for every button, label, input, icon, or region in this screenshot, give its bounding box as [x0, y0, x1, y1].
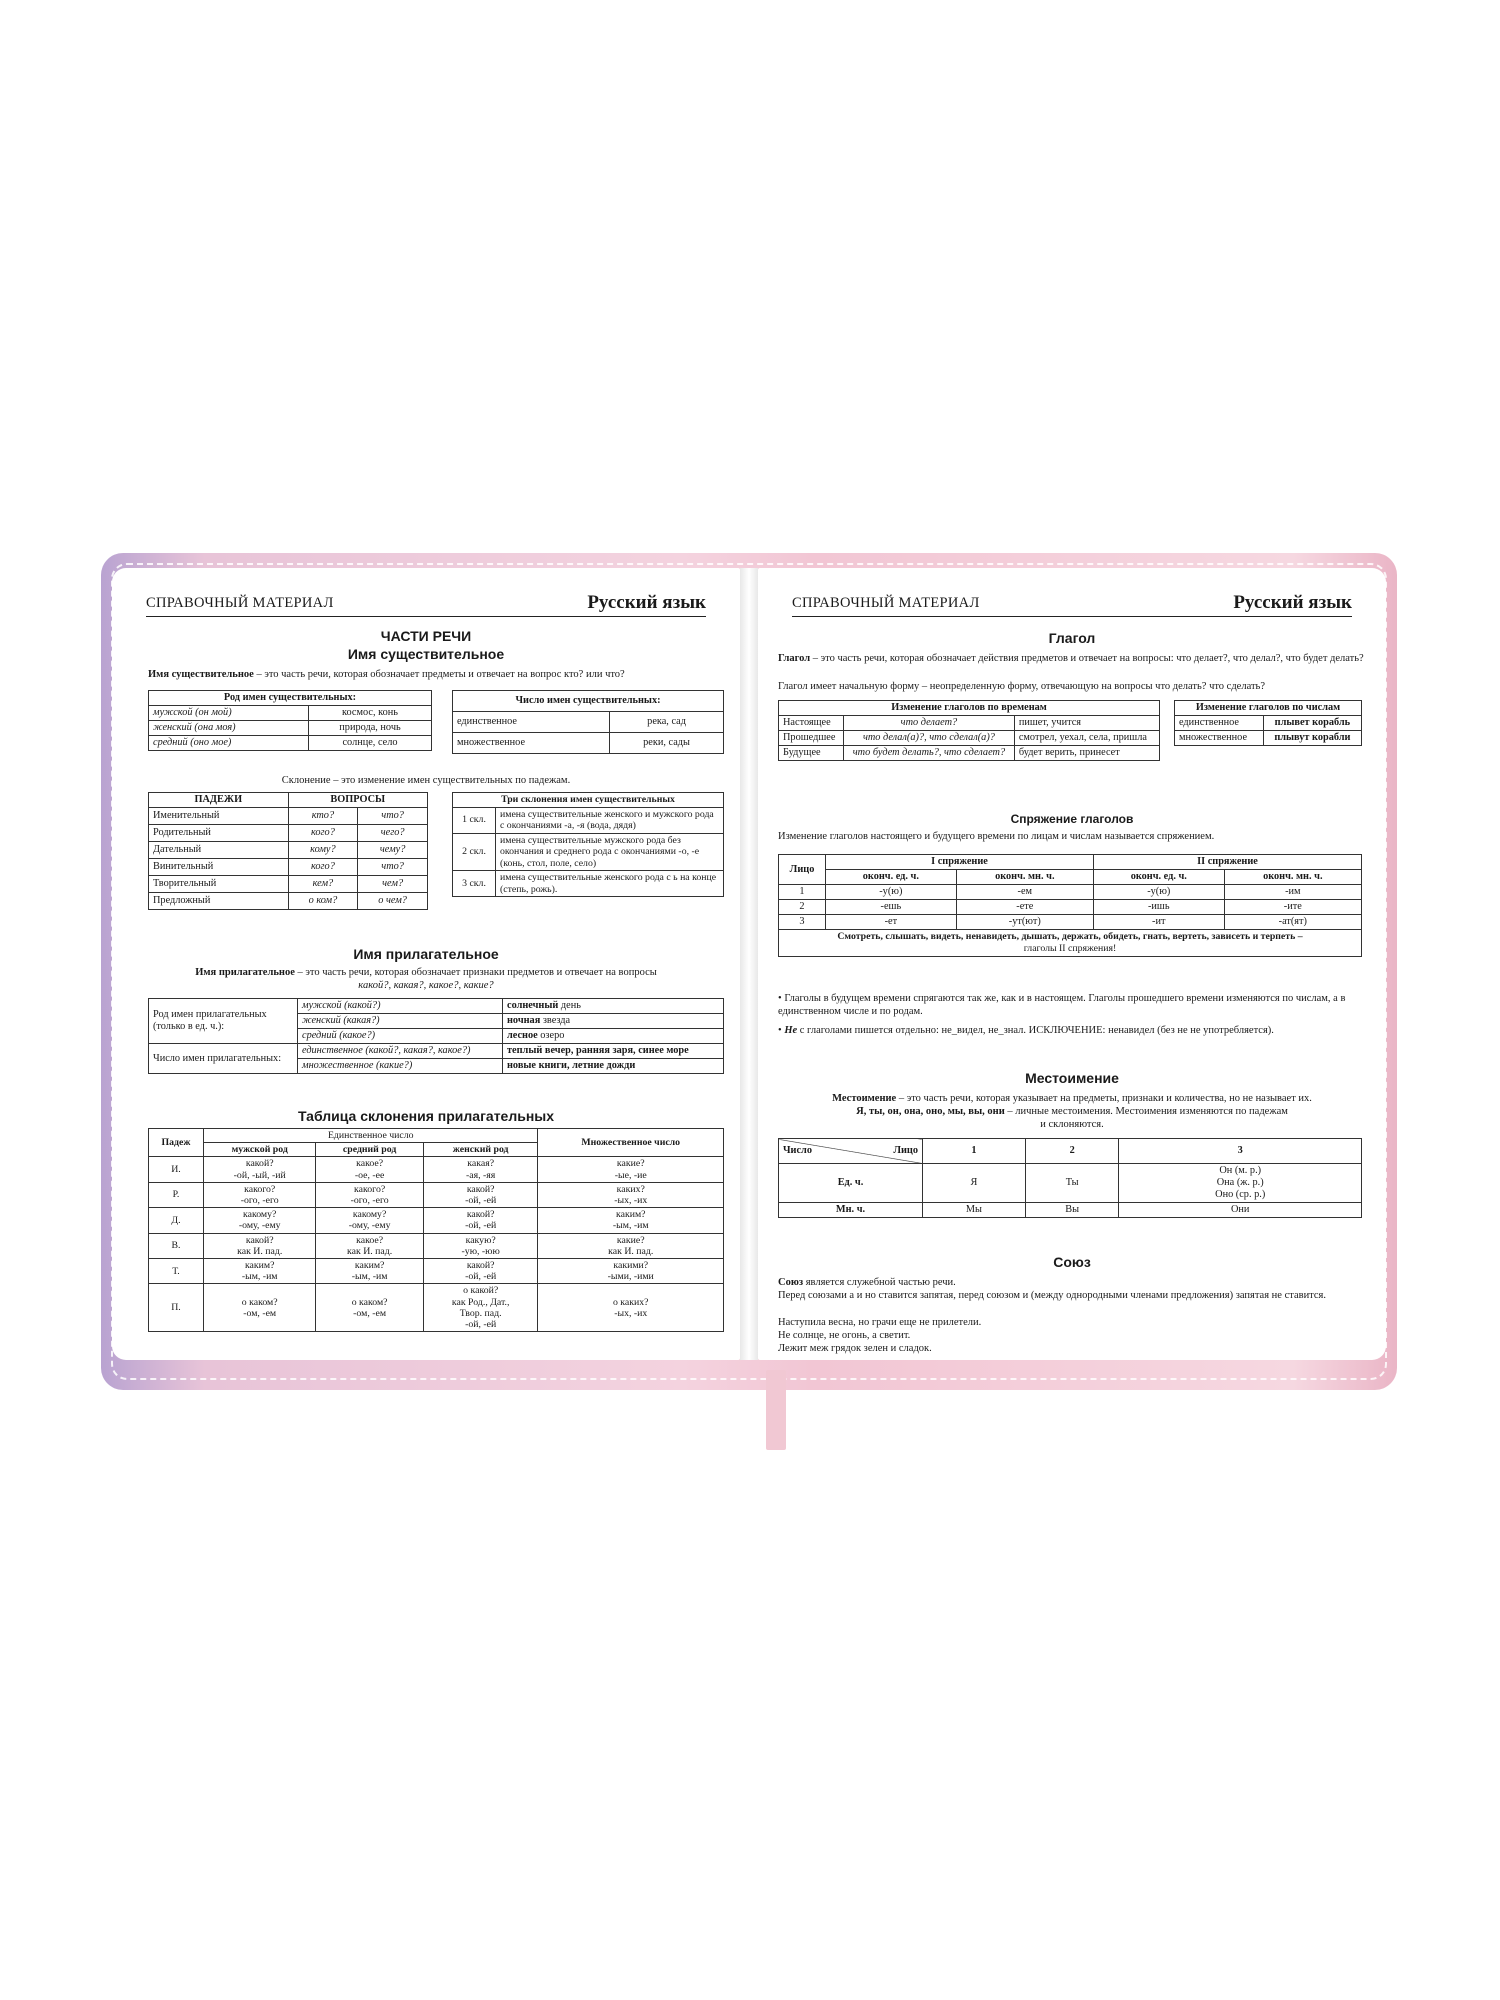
adjective-declension-title: Таблица склонения прилагательных	[297, 1108, 555, 1124]
case-cell: П.	[149, 1284, 204, 1332]
page-header	[792, 590, 1352, 617]
ending-cell: какого? -ого, -его	[204, 1182, 316, 1207]
pronoun-personal: Я, ты, он, она, оно, мы, вы, они – личные местоимения. Местоимения изменяются по падежам	[856, 1106, 1288, 1117]
adjective-questions: какой?, какая?, какое?, какие?	[358, 980, 494, 991]
three-declensions-table: Три склонения имен существительных 1 скл. имена существительные женского и мужского рода с окончаниями -а, -я (вода, дядя) 2 скл. имена существительные мужского рода без окончания и среднего рода с окончаниями -о, -е (конь, стол, поле, село) 3 скл. имена существительные женского рода с ь на конце (степь, рожь).	[452, 792, 724, 897]
conjugation-title: Спряжение глаголов	[1010, 812, 1134, 826]
ending-cell: о каком? -ом, -ем	[204, 1284, 316, 1332]
ending-cell: какую? -ую, -юю	[423, 1233, 538, 1258]
ending-cell: какое? как И. пад.	[316, 1233, 423, 1258]
ending-cell: какие? как И. пад.	[538, 1233, 724, 1258]
noun-number-table: Число имен существительных: единственное река, сад множественное реки, сады	[452, 690, 724, 754]
ending-cell: каким? -ым, -им	[316, 1259, 423, 1284]
verb-definition: Глагол – это часть речи, которая обозначает действия предметов и отвечает на вопросы: что делает?, что делал?, что будет делать?	[778, 653, 1364, 664]
cases-table: ПАДЕЖИ ВОПРОСЫ Именительный кто? что? Родительный кого? чего? Дательный кому? чему? Винительный кого? что? Творительный кем? чем? Предложный о ком? о чем?	[148, 792, 428, 910]
ending-cell: какому? -ому, -ему	[316, 1208, 423, 1233]
ending-cell: о каких? -ых, -их	[538, 1284, 724, 1332]
example-3: Лежит меж грядок зелен и сладок.	[778, 1343, 932, 1354]
section-label: СПРАВОЧНЫЙ МАТЕРИАЛ	[792, 595, 980, 611]
book-spine	[740, 568, 758, 1360]
declension-row	[149, 1208, 724, 1233]
declension-row	[149, 1233, 724, 1258]
conjunction-title: Союз	[1053, 1254, 1091, 1270]
parts-of-speech-title: ЧАСТИ РЕЧИ	[380, 628, 472, 644]
ending-cell: какой? -ой, -ей	[423, 1182, 538, 1207]
declension-row	[149, 1259, 724, 1284]
ending-cell: каким? -ым, -им	[538, 1208, 724, 1233]
section-label: СПРАВОЧНЫЙ МАТЕРИАЛ	[146, 595, 334, 611]
declension-row	[149, 1157, 724, 1182]
adjective-definition: Имя прилагательное – это часть речи, которая обозначает признаки предметов и отвечает на вопросы	[195, 967, 657, 978]
ending-cell: какими? -ыми, -ими	[538, 1259, 724, 1284]
adjective-declension-table: Падеж Единственное число Множественное число мужской род средний род женский род И. какой? -ой, -ый, -ий какое? -ое, -ее какая? -ая, -яя какие? -ые, -ие Р. какого? -ого, -его какого? -ого, -его какой? -ой, -ей каких? -ых, -их Д. какому? -ому, -ему какому? -ому, -ему какой? -ой, -ей каким? -ым, -им В. какой? как И. пад. какое? как И. пад. какую? -ую, -юю какие? как И. пад. Т. каким? -ым, -им каким? -ым, -им какой? -ой, -ей какими? -ыми, -ими П. о каком? -ом, -ем о каком? -ом, -ем о какой? как Род., Дат., Твор. пад. -ой, -ей о каких? -ых, -их	[148, 1128, 724, 1332]
pronoun-declension: и склоняются.	[1040, 1119, 1104, 1130]
noun-definition: Имя существительное – это часть речи, которая обозначает предметы и отвечает на вопрос кто? или что?	[148, 669, 625, 680]
subject-title: Русский язык	[587, 592, 706, 613]
bookmark-ribbon[interactable]	[766, 1370, 786, 1450]
ending-cell: какой? -ой, -ей	[423, 1259, 538, 1284]
conjugation-table: Лицо I спряжение II спряжение оконч. ед. ч. оконч. мн. ч. оконч. ед. ч. оконч. мн. ч. 1 -у(ю) -ем -у(ю) -им 2 -ешь -ете -ишь -ите 3 -ет -ут(ют) -ит -ат(ят) Смотреть, слышать, видеть, ненавидеть, дышать, держать, обидеть, гнать, вертеть, зависеть и терпеть – глаголы II спряжения!	[778, 854, 1362, 957]
ending-cell: какое? -ое, -ее	[316, 1157, 423, 1182]
conjugation-definition: Изменение глаголов настоящего и будущего времени по лицам и числам называется спряжением.	[778, 831, 1215, 842]
ending-cell: какой? как И. пад.	[204, 1233, 316, 1258]
ending-cell: каких? -ых, -их	[538, 1182, 724, 1207]
pronoun-title: Местоимение	[1025, 1070, 1119, 1086]
right-page	[758, 568, 1386, 1360]
ending-cell: каким? -ым, -им	[204, 1259, 316, 1284]
declension-row	[149, 1284, 724, 1332]
bullet-ne-verbs: • Не с глаголами пишется отдельно: не_видел, не_знал. ИСКЛЮЧЕНИЕ: ненавидел (без не не употребляется).	[778, 1025, 1274, 1036]
case-cell: Т.	[149, 1259, 204, 1284]
ending-cell: какие? -ые, -ие	[538, 1157, 724, 1182]
declension-row	[149, 1182, 724, 1207]
adjective-title: Имя прилагательное	[353, 946, 499, 962]
example-1: Наступила весна, но грачи еще не прилетели.	[778, 1317, 982, 1328]
case-cell: Д.	[149, 1208, 204, 1233]
ending-cell: о каком? -ом, -ем	[316, 1284, 423, 1332]
case-cell: И.	[149, 1157, 204, 1182]
left-page	[112, 568, 740, 1360]
noun-title: Имя существительное	[347, 646, 505, 662]
subject-title: Русский язык	[1233, 592, 1352, 613]
adjective-table: Род имен прилагательных (только в ед. ч.): мужской (какой?) солнечный день женский (какая?) ночная звезда средний (какое?) лесное озеро Число имен прилагательных: единственное (какой?, какая?, какое?) теплый вечер, ранняя заря, синее море множественное (какие?) новые книги, летние дожди	[148, 998, 724, 1074]
bullet-future-tense: • Глаголы в будущем времени спрягаются так же, как и в настоящем. Глаголы прошедшего времени изменяются по числам, а в единственном числе и по родам.	[778, 993, 1346, 1017]
ending-cell: о какой? как Род., Дат., Твор. пад. -ой, -ей	[423, 1284, 538, 1332]
ending-cell: какой? -ой, -ей	[423, 1208, 538, 1233]
declension-definition: Склонение – это изменение имен существительных по падежам.	[281, 775, 571, 786]
ending-cell: какого? -ого, -его	[316, 1182, 423, 1207]
page-header	[146, 590, 706, 617]
ending-cell: какой? -ой, -ый, -ий	[204, 1157, 316, 1182]
verb-tense-table: Изменение глаголов по временам Настоящее что делает? пишет, учится Прошедшее что делал(а)?, что сделал(а)? смотрел, уехал, села, пришла Будущее что будет делать?, что сделает? будет верить, принесет	[778, 700, 1160, 761]
pronoun-table: Число Лицо 1 2 3 Ед. ч. Я Ты Он (м. р.) Она (ж. р.) Оно (ср. р.) Мн. ч. Мы Вы Они	[778, 1138, 1362, 1218]
verb-number-table: Изменение глаголов по числам единственное плывет корабль множественное плывут корабли	[1174, 700, 1362, 746]
case-cell: Р.	[149, 1182, 204, 1207]
verb-title: Глагол	[1048, 630, 1096, 646]
ending-cell: какая? -ая, -яя	[423, 1157, 538, 1182]
case-cell: В.	[149, 1233, 204, 1258]
conjunction-definition: Союз является служебной частью речи.	[778, 1277, 956, 1288]
ending-cell: какому? -ому, -ему	[204, 1208, 316, 1233]
noun-gender-table: Род имен существительных: мужской (он мой) космос, конь женский (она моя) природа, ночь средний (оно мое) солнце, село	[148, 690, 432, 751]
conjunction-rule: Перед союзами а и но ставится запятая, перед союзом и (между однородными членами предложения) запятая не ставится.	[778, 1290, 1327, 1301]
example-2: Не солнце, не огонь, а светит.	[778, 1330, 911, 1341]
verb-initial-form: Глагол имеет начальную форму – неопределенную форму, отвечающую на вопросы что делать? что сделать?	[778, 681, 1265, 692]
pronoun-definition: Местоимение – это часть речи, которая указывает на предметы, признаки и количества, но не называет их.	[832, 1093, 1312, 1104]
